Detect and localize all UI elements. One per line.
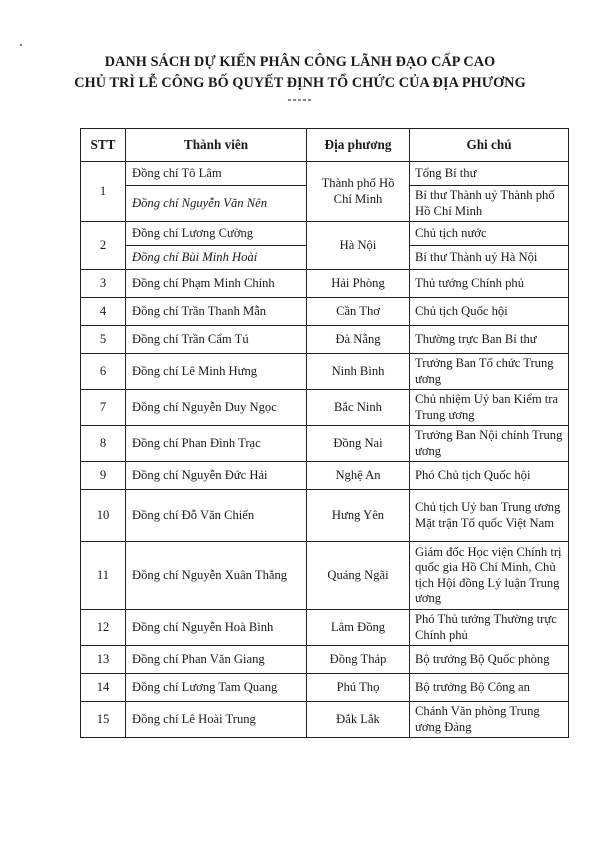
member-name-cell: Đồng chí Lê Hoài Trung bbox=[126, 702, 307, 738]
stt-cell: 9 bbox=[81, 462, 126, 490]
table-row bbox=[81, 222, 569, 246]
member-name-cell: Đồng chí Tô Lâm bbox=[126, 162, 307, 186]
stt-cell: 14 bbox=[81, 674, 126, 702]
table-row bbox=[81, 542, 569, 610]
member-name-cell: Đồng chí Bùi Minh Hoài bbox=[126, 246, 307, 270]
member-name-cell: Đồng chí Nguyễn Xuân Thắng bbox=[126, 542, 307, 610]
locality-cell: Cần Thơ bbox=[307, 298, 410, 326]
member-name-cell: Đồng chí Trần Thanh Mẫn bbox=[126, 298, 307, 326]
note-cell: Chánh Văn phòng Trung ương Đảng bbox=[410, 702, 569, 738]
member-name-cell: Đồng chí Nguyễn Văn Nên bbox=[126, 186, 307, 222]
note-cell: Chủ nhiệm Uỷ ban Kiểm tra Trung ương bbox=[410, 390, 569, 426]
locality-cell: Lâm Đồng bbox=[307, 610, 410, 646]
table-body bbox=[81, 162, 569, 738]
table-row bbox=[81, 646, 569, 674]
table-row bbox=[81, 390, 569, 426]
stt-cell: 3 bbox=[81, 270, 126, 298]
note-cell: Bí thư Thành uỷ Thành phố Hồ Chí Minh bbox=[410, 186, 569, 222]
member-name-cell: Đồng chí Phạm Minh Chính bbox=[126, 270, 307, 298]
member-name-cell: Đồng chí Nguyễn Duy Ngọc bbox=[126, 390, 307, 426]
member-name-cell: Đồng chí Phan Đình Trạc bbox=[126, 426, 307, 462]
locality-cell: Đắk Lắk bbox=[307, 702, 410, 738]
member-name-cell: Đồng chí Lương Tam Quang bbox=[126, 674, 307, 702]
note-cell: Phó Chủ tịch Quốc hội bbox=[410, 462, 569, 490]
note-cell: Trưởng Ban Tổ chức Trung ương bbox=[410, 354, 569, 390]
note-cell: Bộ trưởng Bộ Công an bbox=[410, 674, 569, 702]
stt-cell: 15 bbox=[81, 702, 126, 738]
member-name-cell: Đồng chí Nguyễn Đức Hải bbox=[126, 462, 307, 490]
locality-cell: Thành phố Hồ Chí Minh bbox=[307, 162, 410, 222]
stt-cell: 6 bbox=[81, 354, 126, 390]
table-row bbox=[81, 702, 569, 738]
locality-cell: Phú Thọ bbox=[307, 674, 410, 702]
stt-cell: 10 bbox=[81, 490, 126, 542]
table-row bbox=[81, 674, 569, 702]
table-row bbox=[81, 326, 569, 354]
note-cell: Chủ tịch nước bbox=[410, 222, 569, 246]
locality-cell: Hà Nội bbox=[307, 222, 410, 270]
table-row bbox=[81, 354, 569, 390]
locality-cell: Bắc Ninh bbox=[307, 390, 410, 426]
note-cell: Tổng Bí thư bbox=[410, 162, 569, 186]
stt-cell: 11 bbox=[81, 542, 126, 610]
header-locality: Địa phương bbox=[307, 129, 410, 162]
table-row bbox=[81, 162, 569, 186]
table-row bbox=[81, 610, 569, 646]
scan-speck bbox=[20, 44, 22, 46]
stt-cell: 7 bbox=[81, 390, 126, 426]
stt-cell: 4 bbox=[81, 298, 126, 326]
table-row bbox=[81, 490, 569, 542]
member-name-cell: Đồng chí Lương Cường bbox=[126, 222, 307, 246]
note-cell: Chủ tịch Uỷ ban Trung ương Mặt trận Tổ quốc Việt Nam bbox=[410, 490, 569, 542]
note-cell: Thủ tướng Chính phủ bbox=[410, 270, 569, 298]
note-cell: Phó Thủ tướng Thường trực Chính phủ bbox=[410, 610, 569, 646]
stt-cell: 1 bbox=[81, 162, 126, 222]
member-name-cell: Đồng chí Đỗ Văn Chiến bbox=[126, 490, 307, 542]
table-row bbox=[81, 298, 569, 326]
stt-cell: 8 bbox=[81, 426, 126, 462]
locality-cell: Nghệ An bbox=[307, 462, 410, 490]
header-stt: STT bbox=[81, 129, 126, 162]
table-header-row bbox=[81, 129, 569, 162]
header-member: Thành viên bbox=[126, 129, 307, 162]
table-row bbox=[81, 462, 569, 490]
member-name-cell: Đồng chí Nguyễn Hoà Bình bbox=[126, 610, 307, 646]
table-row bbox=[81, 426, 569, 462]
assignment-table bbox=[80, 128, 569, 738]
stt-cell: 5 bbox=[81, 326, 126, 354]
locality-cell: Đồng Tháp bbox=[307, 646, 410, 674]
note-cell: Bộ trưởng Bộ Quốc phòng bbox=[410, 646, 569, 674]
locality-cell: Ninh Bình bbox=[307, 354, 410, 390]
header-note: Ghi chú bbox=[410, 129, 569, 162]
note-cell: Thường trực Ban Bí thư bbox=[410, 326, 569, 354]
member-name-cell: Đồng chí Trần Cẩm Tú bbox=[126, 326, 307, 354]
locality-cell: Đà Nẵng bbox=[307, 326, 410, 354]
stt-cell: 2 bbox=[81, 222, 126, 270]
locality-cell: Đồng Nai bbox=[307, 426, 410, 462]
document-title-line-2: CHỦ TRÌ LỄ CÔNG BỐ QUYẾT ĐỊNH TỔ CHỨC CỦA ĐỊA PHƯƠNG bbox=[74, 75, 526, 91]
note-cell: Giám đốc Học viện Chính trị quốc gia Hồ Chí Minh, Chủ tịch Hội đồng Lý luận Trung ương bbox=[410, 542, 569, 610]
locality-cell: Quảng Ngãi bbox=[307, 542, 410, 610]
note-cell: Chủ tịch Quốc hội bbox=[410, 298, 569, 326]
table-row bbox=[81, 270, 569, 298]
document-title-line-1: DANH SÁCH DỰ KIẾN PHÂN CÔNG LÃNH ĐẠO CẤP CAO bbox=[104, 54, 496, 70]
member-name-cell: Đồng chí Lê Minh Hưng bbox=[126, 354, 307, 390]
stt-cell: 13 bbox=[81, 646, 126, 674]
stt-cell: 12 bbox=[81, 610, 126, 646]
locality-cell: Hưng Yên bbox=[307, 490, 410, 542]
locality-cell: Hải Phòng bbox=[307, 270, 410, 298]
note-cell: Trưởng Ban Nội chính Trung ương bbox=[410, 426, 569, 462]
member-name-cell: Đồng chí Phan Văn Giang bbox=[126, 646, 307, 674]
title-separator: ----- bbox=[287, 92, 313, 106]
note-cell: Bí thư Thành uỷ Hà Nội bbox=[410, 246, 569, 270]
